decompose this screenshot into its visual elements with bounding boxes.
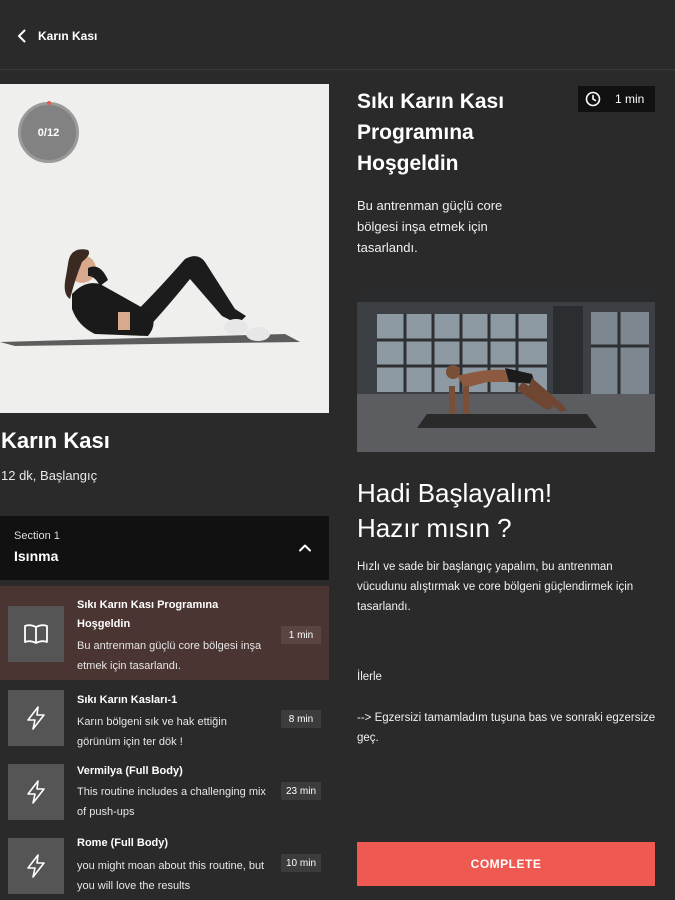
back-title: Karın Kası: [38, 29, 98, 43]
chevron-left-icon: [14, 28, 30, 44]
exercise-list: [0, 584, 329, 900]
clock-icon: [585, 91, 601, 107]
book-icon: [22, 620, 50, 648]
exercise-name: Rome (Full Body): [77, 837, 169, 849]
exercise-thumbnail: [8, 838, 64, 894]
lightning-icon: [22, 778, 50, 806]
exercise-duration: 10 min: [281, 854, 321, 872]
next-label: İlerle: [357, 671, 382, 683]
exercise-name: Vermilya (Full Body): [77, 765, 183, 777]
exercise-description: Karın bölgeni sık ve hak ettiğin görünüm için ter dök !: [77, 716, 227, 748]
lightning-icon: [22, 704, 50, 732]
back-button[interactable]: [14, 24, 97, 48]
workout-title: Karın Kası: [1, 428, 110, 453]
duration-badge: [578, 86, 655, 112]
duration-text: 1 min: [615, 92, 645, 106]
next-instructions: --> Egzersizi tamamladım tuşuna bas ve sonraki egzersize geç.: [357, 712, 656, 744]
exercise-image: [357, 286, 655, 452]
exercise-duration: 8 min: [281, 710, 321, 728]
exercise-description: This routine includes a challenging mix of push-ups: [77, 786, 266, 818]
section-label: Section 1: [14, 530, 60, 542]
progress-text: 0/12: [37, 126, 60, 139]
exercise-description: you might moan about this routine, but you will love the results: [77, 860, 265, 892]
exercise-name: Sıkı Karın Kası Programına Hoşgeldin: [77, 599, 219, 630]
exercise-name: Sıkı Karın Kasları-1: [77, 694, 178, 706]
detail-body: Hızlı ve sade bir başlangıç yapalım, bu antrenman vücudunu alıştırmak ve core bölgeni güçlendirmek için tasarlandı.: [357, 561, 634, 613]
progress-ring: [18, 102, 79, 163]
section-header[interactable]: [0, 516, 329, 580]
section-name: Isınma: [14, 548, 59, 564]
exercise-duration: 1 min: [281, 626, 321, 644]
exercise-description: Bu antrenman güçlü core bölgesi inşa etmek için tasarlandı.: [77, 640, 262, 672]
progress-indicator-dot: [47, 101, 51, 105]
exercise-duration: 23 min: [281, 782, 321, 800]
top-bar: [0, 0, 675, 70]
workout-meta: 12 dk, Başlangıç: [1, 468, 98, 483]
exercise-thumbnail: [8, 606, 64, 662]
exercise-thumbnail: [8, 764, 64, 820]
lightning-icon: [22, 852, 50, 880]
complete-button[interactable]: COMPLETE: [357, 842, 655, 886]
heading-line-1: Hadi Başlayalım!: [357, 478, 553, 508]
chevron-up-icon[interactable]: [297, 540, 313, 556]
list-item[interactable]: [0, 688, 329, 758]
exercise-thumbnail: [8, 690, 64, 746]
lets-go-heading: [357, 476, 657, 546]
detail-title: Sıkı Karın Kası Programına Hoşgeldin: [357, 90, 505, 175]
list-item[interactable]: [0, 836, 329, 900]
list-item[interactable]: [0, 762, 329, 832]
list-item[interactable]: [0, 586, 329, 680]
detail-description: Bu antrenman güçlü core bölgesi inşa etmek için tasarlandı.: [357, 198, 503, 255]
heading-line-2: Hazır mısın ?: [357, 513, 512, 543]
